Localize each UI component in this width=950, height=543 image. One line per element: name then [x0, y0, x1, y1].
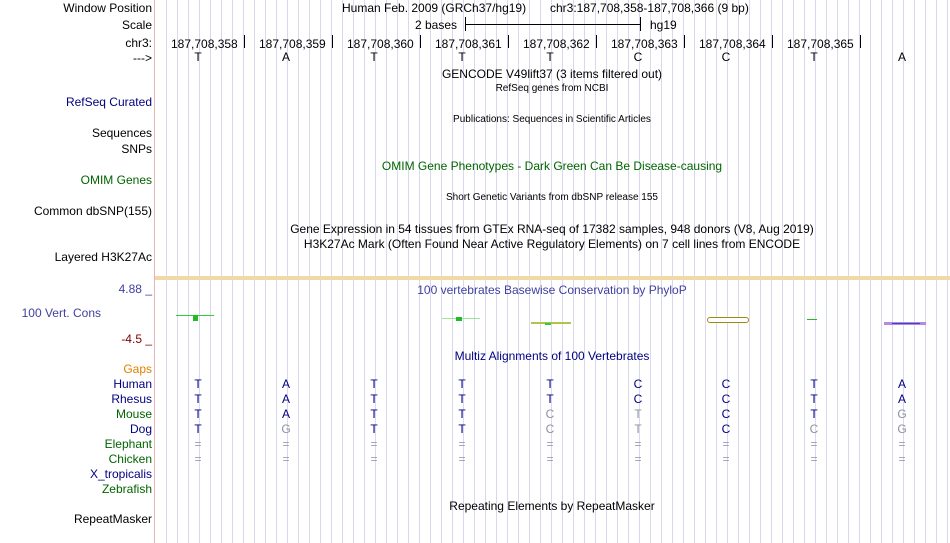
align-base-rhesus: A	[281, 392, 291, 406]
grid-line	[364, 0, 365, 543]
align-base-elephant: =	[370, 437, 378, 451]
base: C	[633, 50, 643, 64]
grid-line	[353, 0, 354, 543]
species-dog-label: Dog	[129, 422, 152, 436]
ruler-position: 187,708,358	[171, 37, 238, 51]
ruler-tick	[860, 35, 861, 48]
ruler-position: 187,708,364	[699, 37, 766, 51]
base: A	[897, 50, 907, 64]
grid-line	[232, 0, 233, 543]
align-base-chicken: =	[194, 452, 202, 466]
grid-line	[947, 0, 948, 543]
species-chicken-label: Chicken	[108, 452, 152, 466]
ruler-tick	[244, 35, 245, 48]
phylop-track-title[interactable]: 100 vertebrates Basewise Conservation by PhyloP	[417, 283, 687, 297]
align-base-human: T	[458, 377, 466, 391]
species-mouse-label: Mouse	[115, 407, 152, 421]
align-base-chicken: =	[722, 452, 730, 466]
base: T	[370, 50, 378, 64]
position-range: chr3:187,708,358-187,708,366 (9 bp)	[550, 1, 749, 15]
grid-line	[342, 0, 343, 543]
align-base-chicken: =	[546, 452, 554, 466]
align-base-dog: T	[458, 422, 466, 436]
align-base-dog: T	[370, 422, 378, 436]
ruler-position: 187,708,361	[435, 37, 502, 51]
grid-line	[441, 0, 442, 543]
vert-cons-track-label[interactable]: 100 Vert. Cons	[21, 306, 101, 320]
align-base-mouse: T	[370, 407, 378, 421]
align-base-mouse: T	[458, 407, 466, 421]
grid-line	[936, 0, 937, 543]
h3k27ac-track-title[interactable]: H3K27Ac Mark (Often Found Near Active Regulatory Elements) on 7 cell lines from ENCODE	[303, 237, 801, 251]
scale-label: Scale	[121, 18, 152, 32]
align-base-human: A	[281, 377, 291, 391]
grid-line	[430, 0, 431, 543]
grid-line	[672, 0, 673, 543]
align-base-human: T	[546, 377, 554, 391]
align-base-chicken: =	[634, 452, 642, 466]
sequences-track-label[interactable]: Sequences	[91, 126, 152, 140]
align-base-dog: G	[281, 422, 291, 436]
base: A	[281, 50, 291, 64]
grid-line	[870, 0, 871, 543]
grid-line	[705, 0, 706, 543]
ruler-position: 187,708,365	[787, 37, 854, 51]
align-base-human: T	[370, 377, 378, 391]
grid-line	[650, 0, 651, 543]
assembly-title: Human Feb. 2009 (GRCh37/hg19)	[342, 1, 527, 15]
base: T	[546, 50, 554, 64]
ruler-position: 187,708,362	[523, 37, 590, 51]
grid-line	[243, 0, 244, 543]
grid-line	[265, 0, 266, 543]
grid-line	[452, 0, 453, 543]
grid-line	[386, 0, 387, 543]
grid-line	[892, 0, 893, 543]
ruler-position: 187,708,360	[347, 37, 414, 51]
grid-line	[738, 0, 739, 543]
align-base-human: T	[194, 377, 202, 391]
omim-track-label[interactable]: OMIM Genes	[80, 173, 152, 187]
snps-track-label[interactable]: SNPs	[121, 142, 152, 156]
align-base-chicken: =	[898, 452, 906, 466]
align-base-rhesus: T	[194, 392, 202, 406]
grid-line	[276, 0, 277, 543]
base: T	[810, 50, 818, 64]
grid-line	[914, 0, 915, 543]
grid-line	[485, 0, 486, 543]
align-base-dog: C	[545, 422, 555, 436]
grid-line	[925, 0, 926, 543]
phylop-ymin-label: -4.5 _	[121, 332, 152, 346]
gencode-track-title[interactable]: GENCODE V49lift37 (3 items filtered out)	[441, 67, 663, 81]
align-base-human: C	[633, 377, 643, 391]
grid-line	[617, 0, 618, 543]
grid-line	[782, 0, 783, 543]
grid-line	[804, 0, 805, 543]
grid-line	[177, 0, 178, 543]
species-rhesus-label: Rhesus	[111, 392, 152, 406]
align-base-mouse: C	[545, 407, 555, 421]
grid-line	[661, 0, 662, 543]
strand-label: --->	[133, 51, 152, 65]
h3k27ac-track-label[interactable]: Layered H3K27Ac	[54, 250, 152, 264]
align-base-human: A	[897, 377, 907, 391]
align-base-mouse: G	[897, 407, 907, 421]
track-separator	[155, 276, 950, 280]
multiz-track-title[interactable]: Multiz Alignments of 100 Vertebrates	[454, 349, 650, 363]
ruler-position: 187,708,359	[259, 37, 326, 51]
dbsnp-track-label[interactable]: Common dbSNP(155)	[33, 204, 152, 218]
align-base-dog: G	[897, 422, 907, 436]
species-zebrafish-label: Zebrafish	[101, 482, 152, 496]
window-position-label: Window Position	[63, 1, 152, 15]
align-base-elephant: =	[194, 437, 202, 451]
align-base-dog: C	[721, 422, 731, 436]
label-divider	[154, 0, 155, 543]
grid-line	[408, 0, 409, 543]
grid-line	[397, 0, 398, 543]
base: T	[458, 50, 466, 64]
ruler-tick	[332, 35, 333, 48]
align-base-dog: T	[194, 422, 202, 436]
align-base-mouse: C	[721, 407, 731, 421]
species-human-label: Human	[113, 377, 152, 391]
grid-line	[826, 0, 827, 543]
align-base-elephant: =	[458, 437, 466, 451]
grid-line	[210, 0, 211, 543]
align-base-chicken: =	[458, 452, 466, 466]
species-elephant-label: Elephant	[104, 437, 152, 451]
grid-line	[254, 0, 255, 543]
scale-bar	[465, 17, 641, 31]
grid-line	[716, 0, 717, 543]
align-base-elephant: =	[282, 437, 290, 451]
ruler-tick	[772, 35, 773, 48]
grid-line	[221, 0, 222, 543]
align-base-elephant: =	[898, 437, 906, 451]
grid-line	[859, 0, 860, 543]
grid-line	[771, 0, 772, 543]
repeatmasker-track-label[interactable]: RepeatMasker	[73, 512, 152, 526]
refseq-track-label[interactable]: RefSeq Curated	[65, 95, 152, 109]
base: C	[721, 50, 731, 64]
align-base-mouse: A	[281, 407, 291, 421]
align-base-chicken: =	[810, 452, 818, 466]
scale-db: hg19	[650, 18, 677, 32]
grid-line	[881, 0, 882, 543]
ruler-tick	[684, 35, 685, 48]
grid-line	[628, 0, 629, 543]
grid-line	[683, 0, 684, 543]
omim-track-title[interactable]: OMIM Gene Phenotypes - Dark Green Can Be Disease-causing	[381, 159, 723, 173]
ruler-tick	[596, 35, 597, 48]
align-base-elephant: =	[810, 437, 818, 451]
align-base-rhesus: C	[721, 392, 731, 406]
repeatmasker-track-title[interactable]: Repeating Elements by RepeatMasker	[449, 499, 655, 513]
align-base-dog: T	[634, 422, 642, 436]
gaps-label: Gaps	[123, 362, 152, 376]
grid-line	[309, 0, 310, 543]
grid-line	[760, 0, 761, 543]
align-base-dog: C	[809, 422, 819, 436]
align-base-rhesus: T	[458, 392, 466, 406]
ruler-tick	[508, 35, 509, 48]
align-base-human: C	[721, 377, 731, 391]
grid-line	[793, 0, 794, 543]
publications-track-title[interactable]: Publications: Sequences in Scientific Articles	[453, 114, 651, 125]
base: T	[194, 50, 202, 64]
align-base-chicken: =	[282, 452, 290, 466]
species-xtropicalis-label: X_tropicalis	[89, 467, 152, 481]
dbsnp-track-title[interactable]: Short Genetic Variants from dbSNP release 155	[446, 192, 658, 203]
grid-line	[694, 0, 695, 543]
align-base-rhesus: A	[897, 392, 907, 406]
grid-line	[320, 0, 321, 543]
align-base-rhesus: T	[370, 392, 378, 406]
gtex-track-title[interactable]: Gene Expression in 54 tissues from GTEx RNA-seq of 17382 samples, 948 donors (V8, Aug 2019)	[290, 222, 814, 236]
align-base-mouse: T	[194, 407, 202, 421]
grid-line	[749, 0, 750, 543]
grid-line	[419, 0, 420, 543]
grid-line	[837, 0, 838, 543]
align-base-mouse: T	[634, 407, 642, 421]
chrom-label: chr3:	[125, 36, 152, 50]
scale-text: 2 bases	[415, 18, 458, 32]
grid-line	[848, 0, 849, 543]
align-base-mouse: T	[810, 407, 818, 421]
phylop-ymax-label: 4.88 _	[118, 282, 152, 296]
align-base-human: T	[810, 377, 818, 391]
grid-line	[474, 0, 475, 543]
align-base-elephant: =	[546, 437, 554, 451]
align-base-rhesus: T	[810, 392, 818, 406]
align-base-rhesus: T	[546, 392, 554, 406]
ruler-position: 187,708,363	[611, 37, 678, 51]
align-base-chicken: =	[370, 452, 378, 466]
grid-line	[166, 0, 167, 543]
refseq-track-title[interactable]: RefSeq genes from NCBI	[495, 83, 609, 94]
align-base-elephant: =	[634, 437, 642, 451]
grid-line	[188, 0, 189, 543]
align-base-rhesus: C	[633, 392, 643, 406]
align-base-elephant: =	[722, 437, 730, 451]
ruler-tick	[420, 35, 421, 48]
grid-line	[331, 0, 332, 543]
grid-line	[298, 0, 299, 543]
